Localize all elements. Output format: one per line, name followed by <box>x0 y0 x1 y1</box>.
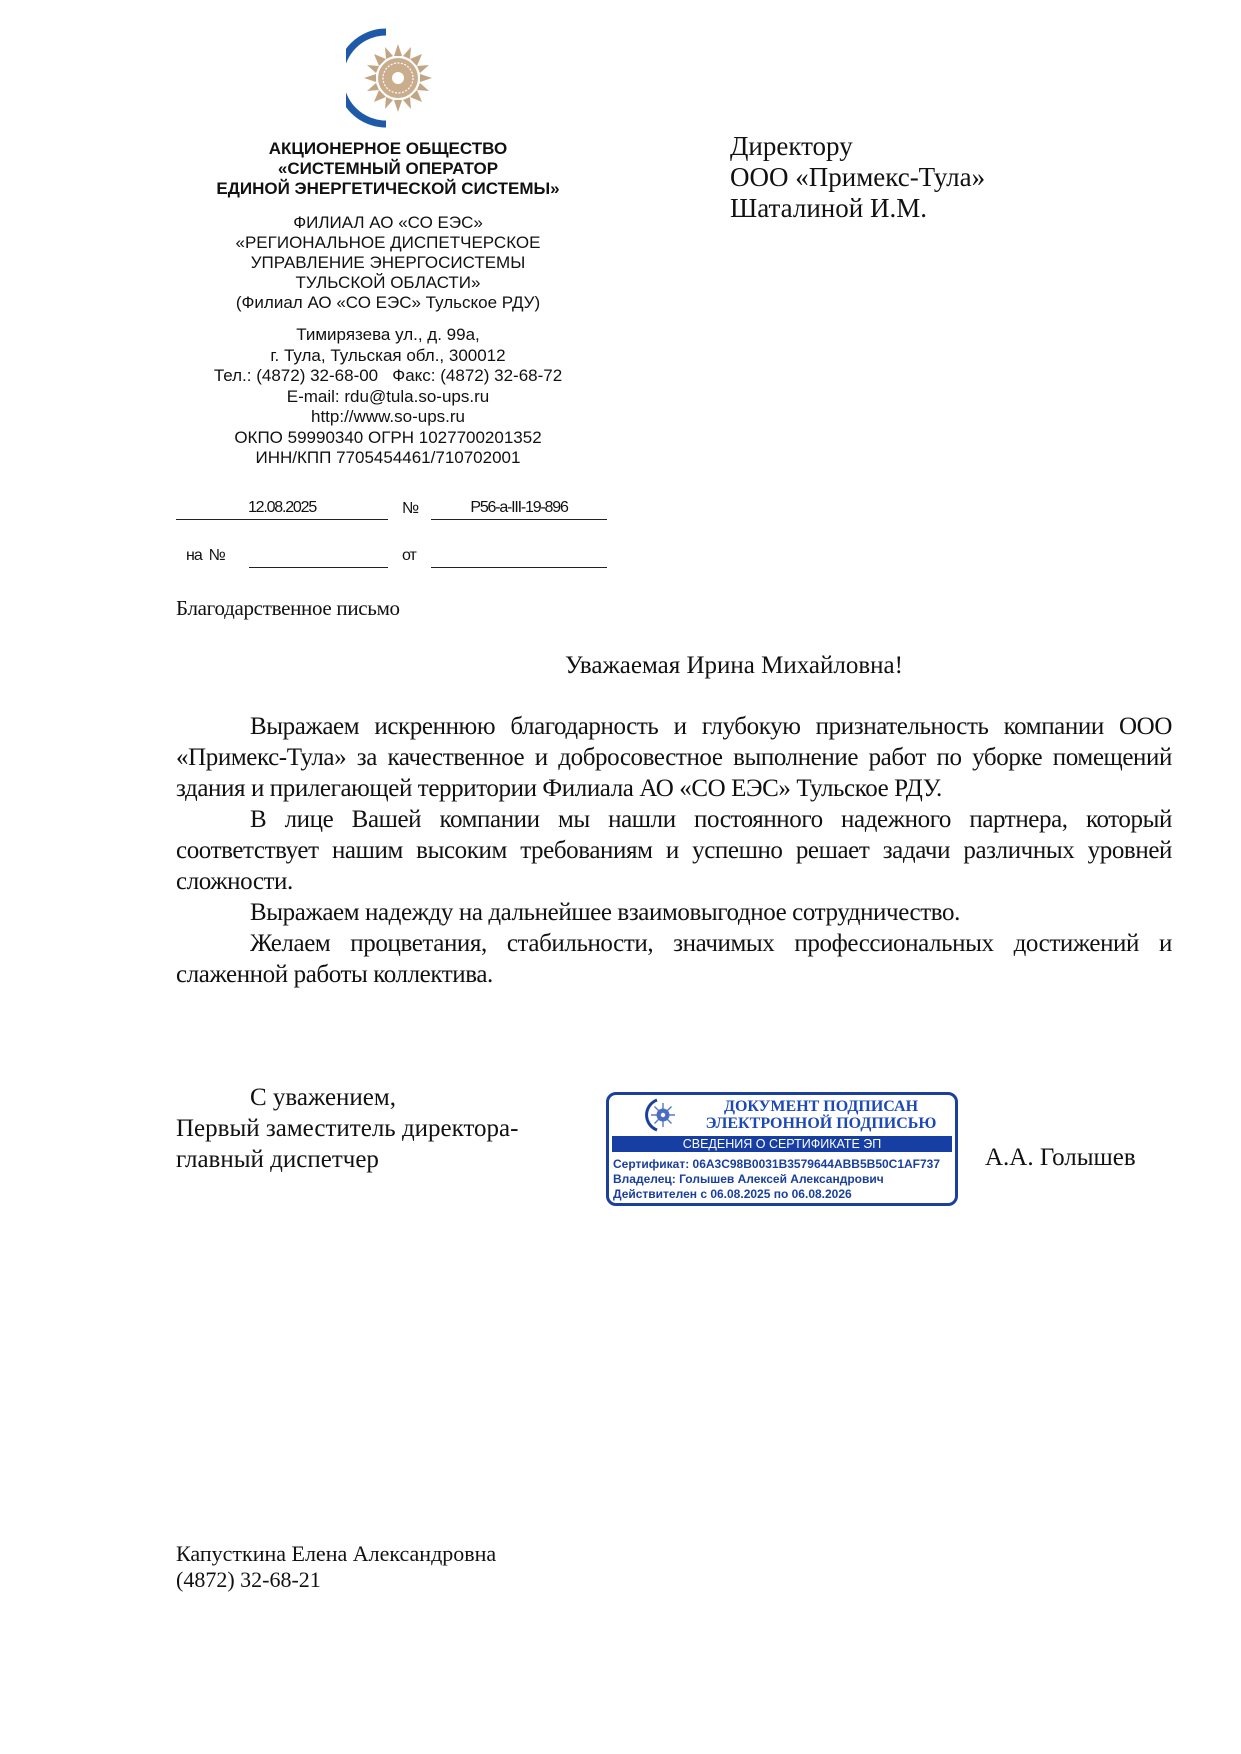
branch-line: ТУЛЬСКОЙ ОБЛАСТИ» <box>295 273 481 292</box>
signer-name: А.А. Голышев <box>985 1144 1136 1171</box>
outgoing-number-field: Р56-а-III-19-896 <box>431 497 607 520</box>
okpo-ogrn-line: ОКПО 59990340 ОГРН 1027700201352 <box>234 427 542 447</box>
address-line: г. Тула, Тульская обл., 300012 <box>270 345 506 365</box>
reference-number-field <box>249 545 388 568</box>
org-name-line: АКЦИОНЕРНОЕ ОБЩЕСТВО <box>268 139 508 158</box>
body-paragraph: Выражаем надежду на дальнейшее взаимовыгодное сотрудничество. <box>250 899 960 926</box>
letter-subject: Благодарственное письмо <box>176 596 400 620</box>
electronic-signature-stamp <box>606 1092 958 1206</box>
body-paragraph: Желаем процветания, стабильности, значимых профессиональных достижений и слаженной работы коллектива. <box>176 930 1172 988</box>
stamp-title-line: ЭЛЕКТРОННОЙ ПОДПИСЬЮ <box>705 1115 937 1132</box>
outgoing-date-field: 12.08.2025 <box>176 497 388 520</box>
certificate-owner: Владелец: Голышев Алексей Александрович <box>613 1172 884 1186</box>
email-line: E-mail: rdu@tula.so-ups.ru <box>286 386 490 406</box>
address-line: Тимирязева ул., д. 99а, <box>296 325 480 344</box>
addressee-company: ООО «Примекс-Тула» <box>730 162 986 192</box>
signer-position-line: Первый заместитель директора- <box>176 1115 519 1142</box>
certificate-serial: Сертификат: 06A3C98B0031B3579644ABB5B50C1AF737 <box>613 1157 941 1171</box>
reference-date-label: от <box>402 547 416 564</box>
greeting-line <box>176 652 1172 680</box>
reference-number-label: на № <box>186 547 225 564</box>
certificate-details <box>613 1157 940 1202</box>
executor-block <box>176 1541 496 1593</box>
body-paragraph: Выражаем искреннюю благодарность и глубокую признательность компании ООО «Примекс-Тула» за качественное и добросовестное выполнение работ по уборке помещений здания и прилегающей территории Филиала АО «СО ЕЭС» Тульское РДУ. <box>176 713 1172 802</box>
company-logo <box>346 28 436 128</box>
body-paragraph: В лице Вашей компании мы нашли постоянного надежного партнера, который соответствует нашим высоким требованиям и успешно решает задачи различных уровней сложности. <box>176 806 1172 895</box>
executor-name: Капусткина Елена Александровна <box>176 1541 497 1566</box>
inn-kpp-line: ИНН/КПП 7705454461/710702001 <box>255 448 521 467</box>
branch-line: (Филиал АО «СО ЕЭС» Тульское РДУ) <box>235 293 541 312</box>
org-name-line: «СИСТЕМНЫЙ ОПЕРАТОР <box>277 159 499 178</box>
organization-name <box>170 139 606 199</box>
letter-body <box>176 711 1172 990</box>
contact-details <box>170 325 606 469</box>
stamp-logo <box>643 1098 677 1132</box>
executor-phone: (4872) 32-68-21 <box>176 1567 321 1592</box>
signature-block <box>176 1082 518 1175</box>
letterhead <box>170 139 606 469</box>
phone-fax-line: Тел.: (4872) 32-68-00 Факс: (4872) 32-68-72 <box>213 366 563 385</box>
addressee-name: Шаталиной И.М. <box>730 193 927 223</box>
stamp-title <box>691 1098 951 1132</box>
outgoing-number-label: № <box>402 500 419 517</box>
branch-line: ФИЛИАЛ АО «СО ЕЭС» <box>293 213 483 232</box>
addressee-block <box>730 131 985 224</box>
certificate-validity: Действителен с 06.08.2025 по 06.08.2026 <box>613 1187 852 1201</box>
certificate-info-header: СВЕДЕНИЯ О СЕРТИФИКАТЕ ЭП <box>612 1136 952 1152</box>
website-line: http://www.so-ups.ru <box>310 407 465 426</box>
reference-date-field <box>431 545 607 568</box>
closing-phrase: С уважением, <box>250 1084 396 1111</box>
addressee-position: Директору <box>730 131 853 161</box>
greeting-text: Уважаемая Ирина Михайловна! <box>565 652 903 679</box>
so-ups-sun-logo-icon <box>643 1098 677 1132</box>
org-name-line: ЕДИНОЙ ЭНЕРГЕТИЧЕСКОЙ СИСТЕМЫ» <box>216 179 560 198</box>
branch-line: «РЕГИОНАЛЬНОЕ ДИСПЕТЧЕРСКОЕ <box>235 233 541 252</box>
branch-name <box>170 213 606 313</box>
branch-line: УПРАВЛЕНИЕ ЭНЕРГОСИСТЕМЫ <box>250 253 526 272</box>
stamp-title-line: ДОКУМЕНТ ПОДПИСАН <box>723 1098 919 1115</box>
so-ups-sun-logo-icon <box>346 28 436 128</box>
signer-position-line: главный диспетчер <box>176 1146 379 1173</box>
